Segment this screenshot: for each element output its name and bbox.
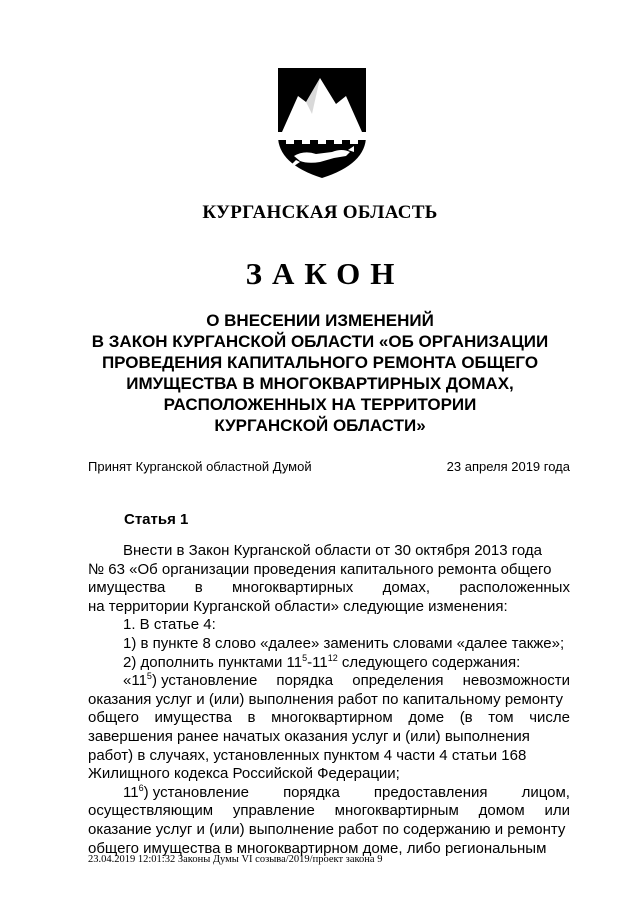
article-body bbox=[88, 542, 570, 858]
list-item: 1) в пункте 8 слово «далее» заменить словами «далее также»; bbox=[123, 634, 565, 652]
title-line: О ВНЕСЕНИИ ИЗМЕНЕНИЙ bbox=[206, 311, 434, 330]
body-line: «$11^5$) установление порядка определения невозможности bbox=[123, 671, 570, 690]
title-line: ПРОВЕДЕНИЯ КАПИТАЛЬНОГО РЕМОНТА ОБЩЕГО bbox=[101, 353, 539, 372]
body-line: имущества в многоквартирных домах, расположенных bbox=[88, 579, 570, 597]
body-line: общего имущества в многоквартирном доме, либо региональным bbox=[88, 839, 547, 857]
title-line: РАСПОЛОЖЕННЫХ НА ТЕРРИТОРИИ bbox=[163, 395, 477, 414]
body-line: общего имущества в многоквартирном доме (в том числе bbox=[88, 709, 570, 727]
list-item: 2) дополнить пунктами $11^5-11^{12}$ следующего содержания: bbox=[123, 652, 521, 671]
emblem-shield bbox=[276, 66, 368, 180]
body-line: осуществляющим управление многоквартирным домом или bbox=[88, 802, 570, 820]
body-line: $11^6$) установление порядка предоставления лицом, bbox=[123, 782, 570, 801]
footer-stamp: 23.04.2019 12:01:32 Законы Думы VI созыва/2019/проект закона 9 bbox=[88, 854, 383, 865]
title-line: КУРГАНСКОЙ ОБЛАСТИ» bbox=[214, 416, 426, 435]
body-line: № 63 «Об организации проведения капитального ремонта общего bbox=[88, 560, 552, 578]
body-line: оказания услуг и (или) выполнения работ по капитальному ремонту bbox=[88, 690, 563, 708]
title-line: В ЗАКОН КУРГАНСКОЙ ОБЛАСТИ «ОБ ОРГАНИЗАЦИИ bbox=[91, 332, 549, 351]
adopted-by: Принят Курганской областной Думой bbox=[88, 459, 312, 474]
law-title bbox=[80, 310, 560, 436]
list-item: 1. В статье 4: bbox=[123, 616, 216, 634]
body-line: работ) в случаях, установленных пунктом 4 части 4 статьи 168 bbox=[88, 746, 527, 764]
coat-of-arms-icon bbox=[276, 66, 368, 180]
region-name: КУРГАНСКАЯ ОБЛАСТЬ bbox=[202, 202, 438, 223]
body-line: Внести в Закон Курганской области от 30 октября 2013 года bbox=[123, 542, 542, 559]
article-heading: Статья 1 bbox=[124, 511, 189, 528]
body-line: завершения ранее начатых оказания услуг и (или) выполнения bbox=[88, 727, 530, 745]
body-line: оказание услуг и (или) выполнение работ по содержанию и ремонту bbox=[88, 820, 566, 838]
body-line: на территории Курганской области» следующие изменения: bbox=[88, 597, 508, 615]
title-line: ИМУЩЕСТВА В МНОГОКВАРТИРНЫХ ДОМАХ, bbox=[126, 374, 514, 393]
document-type: ЗАКОН bbox=[245, 256, 405, 291]
adopted-date: 23 апреля 2019 года bbox=[446, 459, 570, 474]
body-line: Жилищного кодекса Российской Федерации; bbox=[88, 765, 400, 783]
